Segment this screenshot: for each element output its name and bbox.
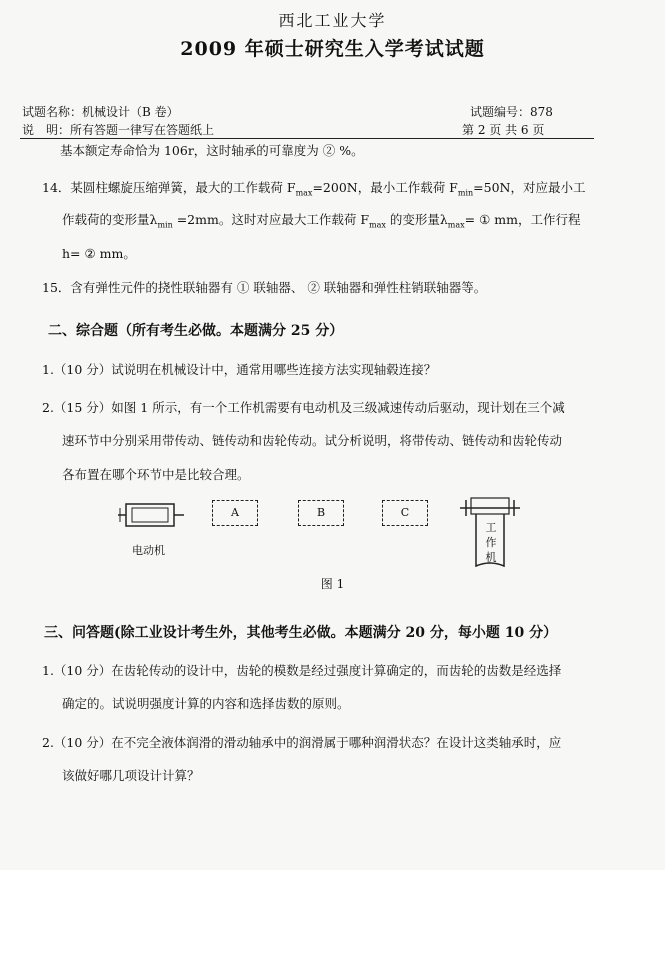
q14-text: =200N，最小工作载荷 F: [312, 180, 458, 195]
section3-q2-line2: 该做好哪几项设计计算？: [62, 768, 200, 783]
stage-box-a: [212, 500, 258, 526]
header-rule: [20, 138, 594, 139]
subject-label: 试题名称：机械设计（B 卷）: [22, 105, 179, 119]
q14-line3: h= ② mm。: [62, 246, 136, 261]
note-label: 说 明：所有答题一律写在答题纸上: [22, 123, 215, 137]
section3-heading: 三、问答题(除工业设计考生外，其他考生必做。本题满分 20 分，每小题 10 分）: [44, 625, 558, 641]
section2-q2-line3: 各布置在哪个环节中是比较合理。: [62, 467, 250, 482]
subscript: max: [447, 220, 465, 230]
q14-text: =50N，对应最小工: [473, 180, 586, 195]
machine-label: [484, 520, 498, 565]
stage-label-a: A: [231, 506, 239, 519]
page-label: 第 2 页 共 6 页: [462, 123, 545, 137]
q14-text: 14．某圆柱螺旋压缩弹簧，最大的工作载荷 F: [42, 180, 296, 195]
subscript: max: [295, 188, 313, 198]
stage-box-c: [382, 500, 428, 526]
code-label: 试题编号：878: [470, 105, 553, 119]
section3-q2-line1: 2.（10 分）在不完全液体润滑的滑动轴承中的润滑属于哪种润滑状态？在设计这类轴承时，应: [42, 735, 562, 750]
q14-line2: [62, 210, 581, 230]
machine-label-char: 机: [485, 551, 497, 564]
q14-text: 作载荷的变形量λ: [62, 212, 158, 227]
exam-title: 2009 年硕士研究生入学考试试题: [180, 38, 485, 60]
q14-text: =2mm。这时对应最大工作载荷 F: [172, 212, 369, 227]
university-name: 西北工业大学: [278, 11, 387, 30]
stage-label-b: B: [316, 506, 326, 519]
q14-text: 的变形量λ: [385, 212, 448, 227]
subscript: min: [157, 220, 173, 230]
section2-q2-line2: 速环节中分别采用带传动、链传动和齿轮传动。试分析说明，将带传动、链传动和齿轮传动: [62, 433, 563, 448]
section2-q2-line1: 2.（15 分）如图 1 所示，有一个工作机需要有电动机及三级减速传动后驱动，现计划在三个减: [42, 400, 565, 415]
q15: 15．含有弹性元件的挠性联轴器有 ① 联轴器、 ② 联轴器和弹性柱销联轴器等。: [42, 280, 487, 295]
subscript: max: [369, 220, 386, 230]
stage-label-c: C: [400, 506, 410, 519]
motor-symbol: [118, 504, 184, 526]
section3-q1-line2: 确定的。试说明强度计算的内容和选择齿数的原则。: [62, 696, 350, 711]
machine-label-char: 工: [485, 521, 497, 534]
section2-q1: 1.（10 分）试说明在机械设计中，通常用哪些连接方法实现轴毂连接？: [42, 362, 437, 377]
q14-line1: [42, 178, 585, 198]
motor-label: 电动机: [132, 544, 165, 557]
machine-label-char: 作: [485, 536, 497, 549]
section3-q1-line1: 1.（10 分）在齿轮传动的设计中，齿轮的模数是经过强度计算确定的，而齿轮的齿数是经选择: [42, 663, 562, 678]
figure-caption: 图 1: [320, 577, 345, 591]
subscript: min: [457, 188, 474, 198]
section2-heading: 二、综合题（所有考生必做。本题满分 25 分）: [48, 323, 344, 339]
q13-tail: 基本额定寿命恰为 106r，这时轴承的可靠度为 ② %。: [60, 143, 364, 158]
q14-text: = ① mm，工作行程: [464, 212, 581, 227]
stage-box-b: [298, 500, 344, 526]
